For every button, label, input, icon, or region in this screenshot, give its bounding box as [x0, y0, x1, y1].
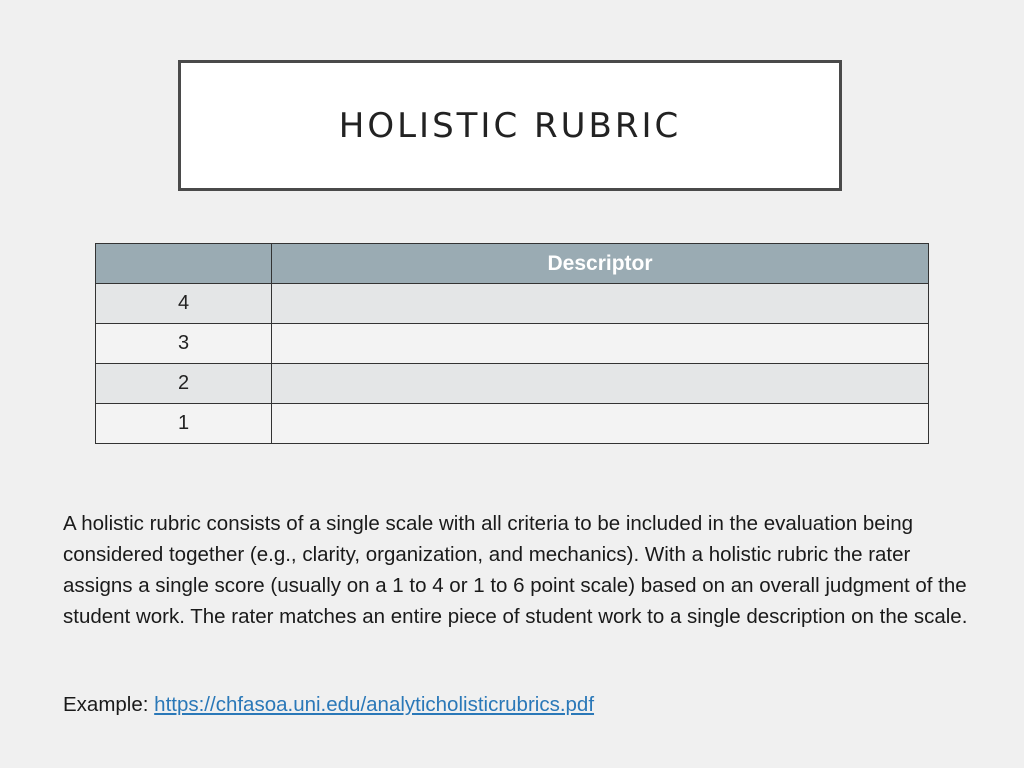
- description-paragraph: A holistic rubric consists of a single scale with all criteria to be included in the evaluation being considered together (e.g., clarity, organization, and mechanics). With a holistic rubric the rater assigns a single score (usually on a 1 to 4 or 1 to 6 point scale) based on an overall judgment of the student work. The rater matches an entire piece of student work to a single description on the scale.: [63, 512, 968, 628]
- rubric-table: [95, 243, 929, 444]
- descriptor-cell: [272, 284, 929, 324]
- table-row: [96, 324, 929, 364]
- score-cell: 4: [96, 284, 272, 324]
- example-link[interactable]: https://chfasoa.uni.edu/analyticholisticrubrics.pdf: [154, 693, 595, 716]
- example-label: Example:: [63, 693, 149, 716]
- score-column-header: [96, 244, 272, 284]
- score-cell: 2: [96, 364, 272, 404]
- descriptor-column-header: Descriptor: [272, 244, 929, 284]
- score-cell: 1: [96, 404, 272, 444]
- example-line: [63, 693, 594, 717]
- descriptor-cell: [272, 324, 929, 364]
- descriptor-cell: [272, 364, 929, 404]
- table-row: [96, 404, 929, 444]
- slide-title: HOLISTIC RUBRIC: [338, 105, 682, 146]
- table-header-row: [96, 244, 929, 284]
- table-row: [96, 284, 929, 324]
- title-box: [178, 60, 842, 191]
- descriptor-cell: [272, 404, 929, 444]
- table-row: [96, 364, 929, 404]
- score-cell: 3: [96, 324, 272, 364]
